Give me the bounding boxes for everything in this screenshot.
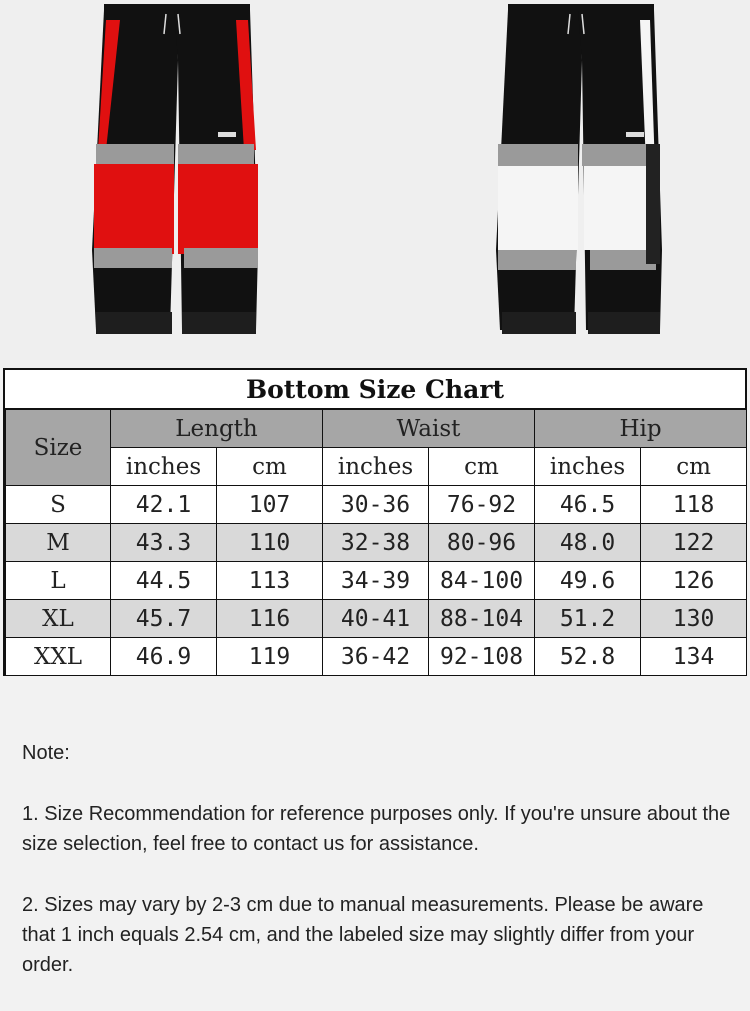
unit-header: cm: [217, 448, 323, 486]
white-black-pants-image: [490, 0, 668, 342]
table-cell: 116: [217, 600, 323, 638]
table-cell: 88-104: [429, 600, 535, 638]
product-photos: [0, 0, 750, 368]
unit-header: inches: [535, 448, 641, 486]
table-cell: 49.6: [535, 562, 641, 600]
table-row: [6, 562, 747, 600]
table-cell: 76-92: [429, 486, 535, 524]
chart-title: Bottom Size Chart: [5, 370, 745, 409]
red-black-pants-image: [86, 0, 264, 342]
table-row: [6, 486, 747, 524]
size-header: Size: [6, 410, 111, 486]
group-header-length: Length: [111, 410, 323, 448]
group-header-hip: Hip: [535, 410, 747, 448]
unit-header: cm: [429, 448, 535, 486]
table-cell: 30-36: [323, 486, 429, 524]
table-cell: 40-41: [323, 600, 429, 638]
note-item-2: 2. Sizes may vary by 2-3 cm due to manual measurements. Please be aware that 1 inch equals 2.54 cm, and the labeled size may slightly differ from your order.: [22, 894, 704, 976]
size-cell: XXL: [6, 638, 111, 676]
unit-header: inches: [323, 448, 429, 486]
table-cell: 46.9: [111, 638, 217, 676]
table-cell: 36-42: [323, 638, 429, 676]
table-cell: 107: [217, 486, 323, 524]
table-cell: 130: [641, 600, 747, 638]
unit-header: inches: [111, 448, 217, 486]
table-cell: 52.8: [535, 638, 641, 676]
group-header-waist: Waist: [323, 410, 535, 448]
size-cell: L: [6, 562, 111, 600]
table-row: [6, 600, 747, 638]
table-cell: 118: [641, 486, 747, 524]
table-cell: 42.1: [111, 486, 217, 524]
table-cell: 110: [217, 524, 323, 562]
table-cell: 43.3: [111, 524, 217, 562]
size-cell: XL: [6, 600, 111, 638]
size-chart: [3, 368, 747, 676]
note-item-1: 1. Size Recommendation for reference purposes only. If you're unsure about the size selection, feel free to contact us for assistance.: [22, 803, 731, 855]
table-cell: 51.2: [535, 600, 641, 638]
table-cell: 134: [641, 638, 747, 676]
table-cell: 126: [641, 562, 747, 600]
table-cell: 34-39: [323, 562, 429, 600]
table-cell: 119: [217, 638, 323, 676]
table-cell: 45.7: [111, 600, 217, 638]
table-cell: 113: [217, 562, 323, 600]
table-row: [6, 638, 747, 676]
unit-header: cm: [641, 448, 747, 486]
size-cell: M: [6, 524, 111, 562]
table-cell: 44.5: [111, 562, 217, 600]
size-cell: S: [6, 486, 111, 524]
table-cell: 48.0: [535, 524, 641, 562]
notes-heading: Note:: [22, 742, 70, 764]
size-table: [5, 409, 747, 676]
table-cell: 80-96: [429, 524, 535, 562]
notes-section: [22, 738, 738, 1011]
table-cell: 32-38: [323, 524, 429, 562]
table-cell: 84-100: [429, 562, 535, 600]
table-cell: 92-108: [429, 638, 535, 676]
table-row: [6, 524, 747, 562]
table-cell: 46.5: [535, 486, 641, 524]
table-cell: 122: [641, 524, 747, 562]
